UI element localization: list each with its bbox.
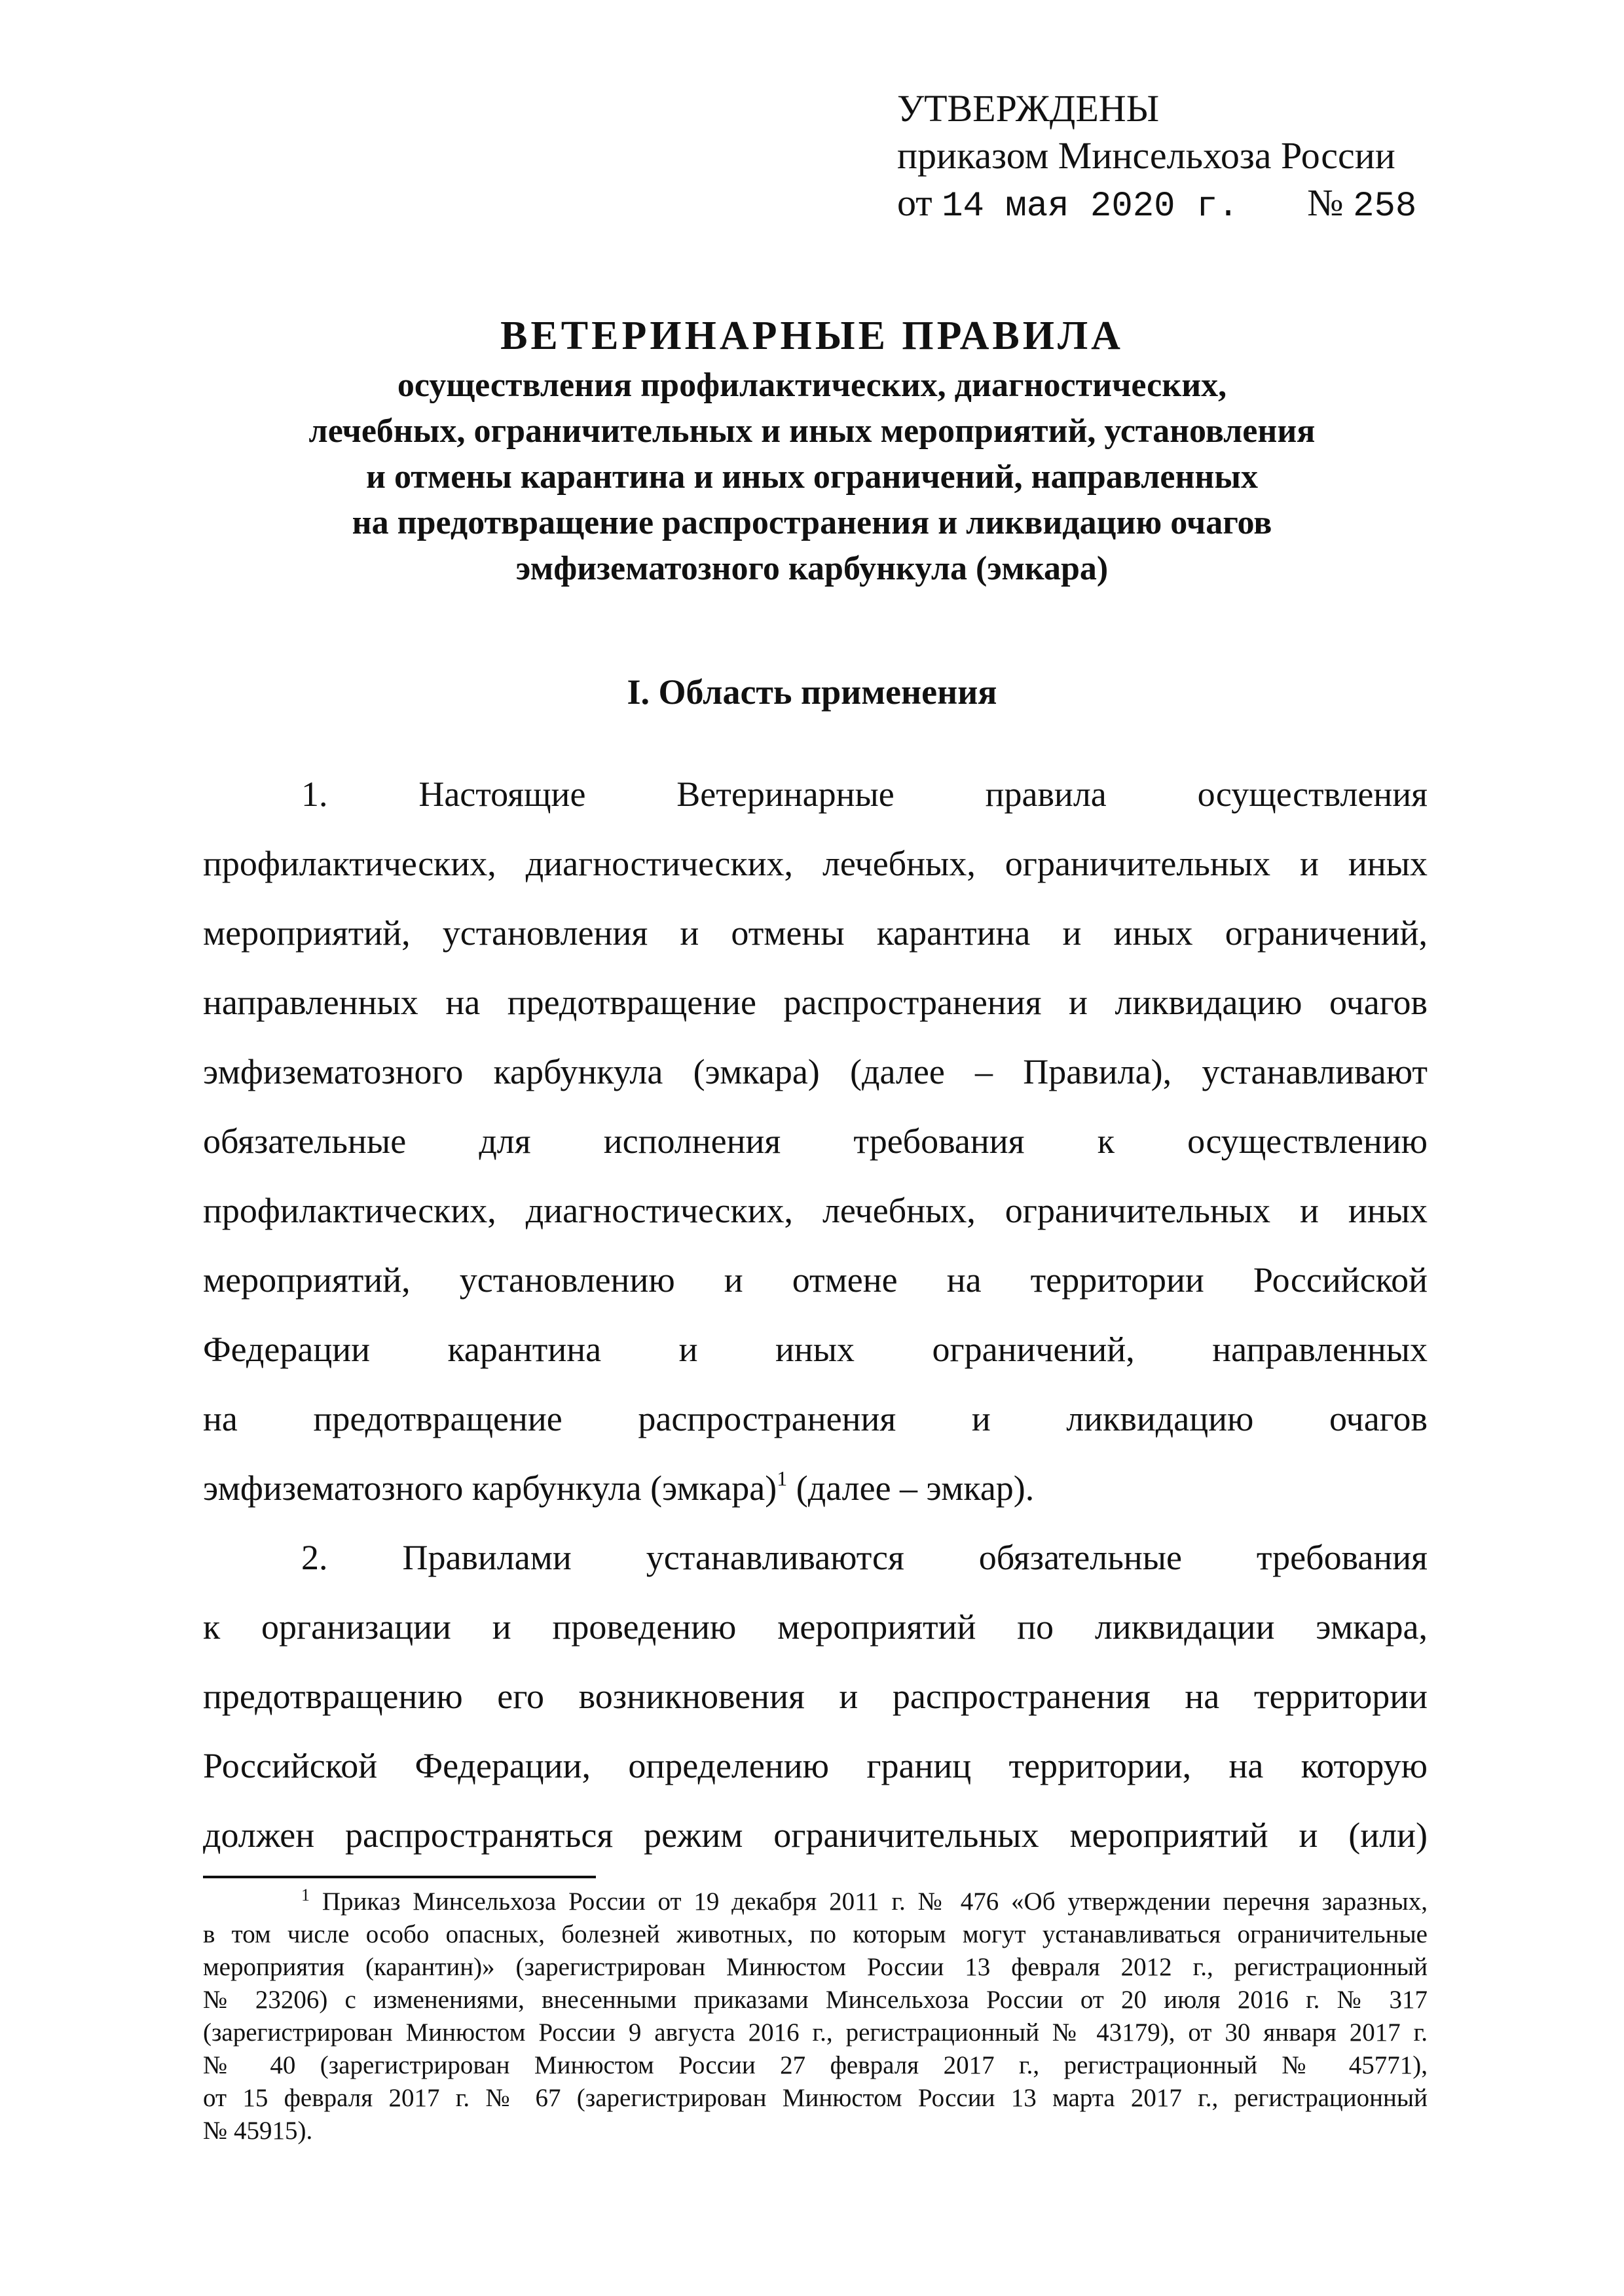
- footnote: [203, 1886, 1428, 2147]
- body-line: 2. Правилами устанавливаются обязательные требования: [301, 1538, 1428, 1577]
- footnote-line: № 40 (зарегистрирован Минюстом России 27 февраля 2017 г., регистрационный № 45771),: [203, 2051, 1428, 2079]
- approval-date-line: [897, 179, 1416, 230]
- body-line: Российской Федерации, определению границ территории, на которую: [203, 1746, 1428, 1785]
- paragraph-2: [203, 1523, 1428, 1870]
- footnote-line: № 23206) с изменениями, внесенными приказами Минсельхоза России от 20 июля 2016 г. № 317: [203, 1986, 1428, 2014]
- footnote-separator: [203, 1876, 596, 1878]
- document-body: [203, 759, 1428, 1870]
- body-line: предотвращению его возникновения и распространения на территории: [203, 1677, 1428, 1716]
- body-line: мероприятий, установлению и отмене на территории Российской: [203, 1260, 1428, 1300]
- approval-order-line: приказом Минсельхоза России: [897, 134, 1395, 177]
- paragraph-1: [203, 759, 1428, 1523]
- approval-date: 14 мая 2020 г.: [942, 187, 1239, 227]
- title-line: осуществления профилактических, диагностических,: [397, 367, 1227, 404]
- approval-block: [897, 85, 1416, 230]
- approval-date-prefix: от: [897, 181, 932, 224]
- body-line: профилактических, диагностических, лечебных, ограничительных и иных: [203, 844, 1428, 883]
- footnote-line: мероприятия (карантин)» (зарегистрирован Минюстом России 13 февраля 2012 г., регистрационный: [203, 1953, 1428, 1981]
- body-text: эмфизематозного карбункула (эмкара): [203, 1468, 777, 1508]
- body-line: 1. Настоящие Ветеринарные правила осуществления: [301, 774, 1428, 814]
- body-line: эмфизематозного карбункула (эмкара) (далее – Правила), устанавливают: [203, 1052, 1428, 1091]
- footnote-text: Приказ Минсельхоза России от 19 декабря 2011 г. № 476 «Об утверждении перечня заразных,: [310, 1887, 1428, 1916]
- section-heading: I. Область применения: [627, 672, 997, 712]
- title-line: на предотвращение распространения и ликвидацию очагов: [352, 504, 1272, 541]
- footnote-line-last: № 45915).: [203, 2117, 313, 2145]
- footnote-reference: 1: [777, 1467, 788, 1490]
- footnote-line: в том числе особо опасных, болезней животных, по которым могут устанавливаться ограничительные: [203, 1920, 1428, 1948]
- body-line: профилактических, диагностических, лечебных, ограничительных и иных: [203, 1191, 1428, 1230]
- body-line: направленных на предотвращение распространения и ликвидацию очагов: [203, 983, 1428, 1022]
- title-line: лечебных, ограничительных и иных мероприятий, установления: [308, 412, 1316, 450]
- title-line: и отмены карантина и иных ограничений, направленных: [366, 458, 1258, 496]
- body-line: Федерации карантина и иных ограничений, направленных: [203, 1330, 1428, 1369]
- footnote-line: [203, 1886, 1428, 1918]
- title-line: эмфизематозного карбункула (эмкара): [515, 550, 1109, 587]
- body-line: мероприятий, установления и отмены карантина и иных ограничений,: [203, 913, 1428, 953]
- body-line: к организации и проведению мероприятий по ликвидации эмкара,: [203, 1607, 1428, 1647]
- body-text: (далее – эмкар).: [787, 1468, 1035, 1508]
- body-line-last: [203, 1453, 1428, 1523]
- footnote-line: от 15 февраля 2017 г. № 67 (зарегистрирован Минюстом России 13 марта 2017 г., регистрационный: [203, 2084, 1428, 2112]
- body-line: должен распространяться режим ограничительных мероприятий и (или): [203, 1815, 1428, 1855]
- document-title: [131, 309, 1493, 592]
- approval-number: 258: [1353, 187, 1417, 227]
- footnote-marker: 1: [301, 1886, 310, 1904]
- footnote-line: (зарегистрирован Минюстом России 9 августа 2016 г., регистрационный № 43179), от 30 января 2017 г.: [203, 2018, 1428, 2047]
- approval-number-label: №: [1307, 181, 1344, 224]
- title-main: ВЕТЕРИНАРНЫЕ ПРАВИЛА: [500, 314, 1124, 358]
- approval-label: УТВЕРЖДЕНЫ: [897, 87, 1160, 130]
- body-line: обязательные для исполнения требования к осуществлению: [203, 1121, 1428, 1161]
- body-line: на предотвращение распространения и ликвидацию очагов: [203, 1399, 1428, 1438]
